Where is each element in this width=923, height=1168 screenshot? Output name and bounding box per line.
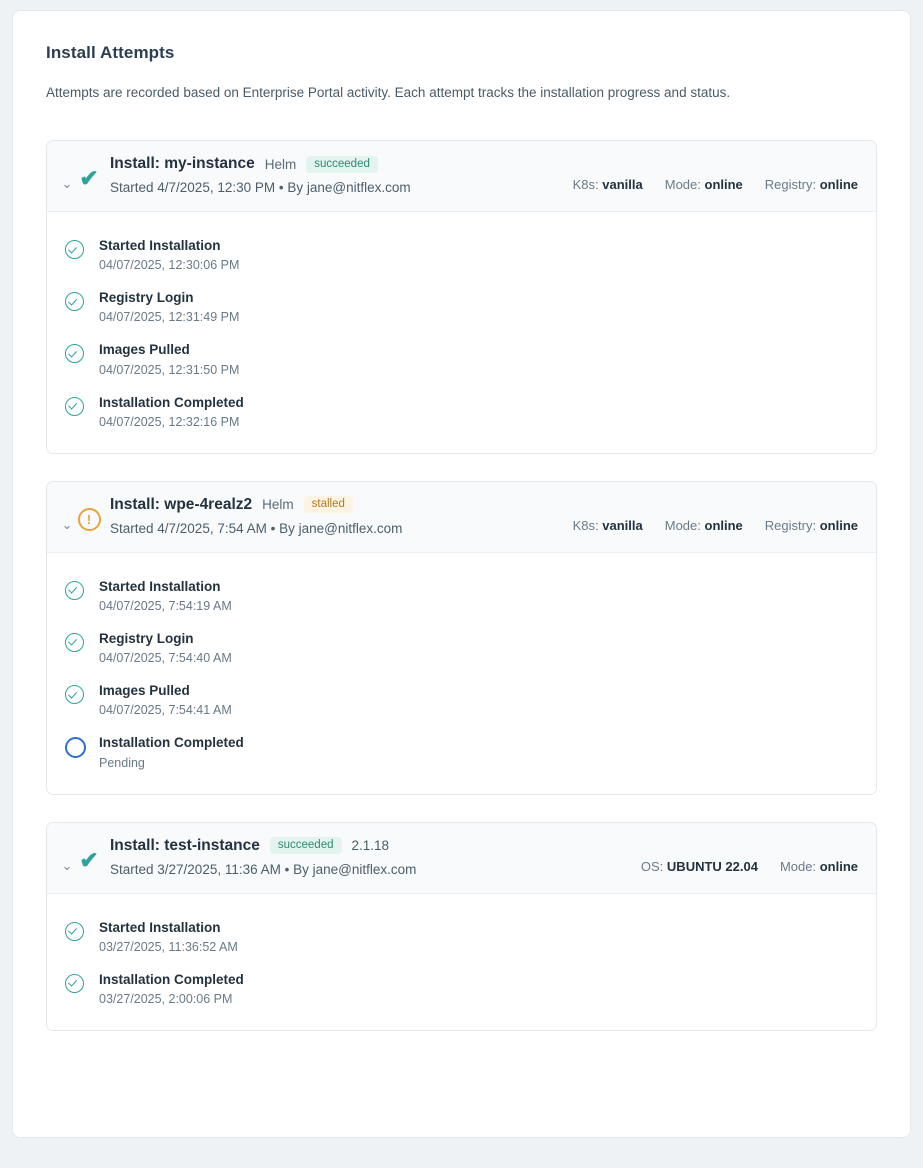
step-body xyxy=(99,631,232,665)
attempt-steps xyxy=(47,553,876,794)
step-timestamp: 04/07/2025, 12:32:16 PM xyxy=(99,414,240,429)
check-glyph: ✔ xyxy=(79,846,99,873)
attempt-meta-value: UBUNTU 22.04 xyxy=(666,858,758,874)
chevron-down-icon[interactable]: ⌄ xyxy=(61,857,73,873)
step-label: Images Pulled xyxy=(99,683,190,699)
step-timestamp: 04/07/2025, 7:54:40 AM xyxy=(99,651,232,666)
step-complete-icon xyxy=(65,395,99,421)
attempt-meta-item xyxy=(780,859,858,874)
step-label: Installation Completed xyxy=(99,394,244,410)
attempt-meta-label: Mode: xyxy=(664,177,701,192)
attempt-meta-label: Mode: xyxy=(664,517,701,533)
check-circle-glyph xyxy=(65,240,84,259)
check-circle-glyph xyxy=(65,974,84,993)
attempt-title: Install: my-instance xyxy=(110,155,255,172)
check-icon xyxy=(75,167,103,191)
step-body xyxy=(99,683,232,717)
step-complete-icon xyxy=(65,238,99,264)
step-row xyxy=(65,920,858,954)
step-body xyxy=(99,579,232,613)
attempt-meta-value: vanilla xyxy=(602,177,643,192)
attempt-title: Install: wpe-4realz2 xyxy=(110,495,253,513)
check-glyph: ✔ xyxy=(79,165,99,191)
attempt-meta-item xyxy=(573,518,643,533)
attempt-subtitle: Started 3/27/2025, 11:36 AM • By jane@nitflex.com xyxy=(110,861,417,877)
step-body xyxy=(99,342,239,376)
step-label: Images Pulled xyxy=(99,342,190,358)
step-label: Installation Completed xyxy=(99,735,244,751)
step-label: Installation Completed xyxy=(99,971,244,987)
warning-glyph: ! xyxy=(78,508,101,531)
step-label: Started Installation xyxy=(99,578,221,594)
attempt-subtitle: Started 4/7/2025, 12:30 PM • By jane@nitflex.com xyxy=(110,180,411,195)
step-label: Started Installation xyxy=(99,238,221,253)
attempt-meta-label: K8s: xyxy=(572,517,599,533)
install-attempts-panel xyxy=(12,10,911,1138)
attempt-meta-value: online xyxy=(819,858,858,874)
attempt-meta-label: OS: xyxy=(640,858,664,874)
attempt-meta-label: Registry: xyxy=(764,177,817,192)
attempt-header[interactable] xyxy=(47,482,876,553)
step-timestamp: 04/07/2025, 12:31:50 PM xyxy=(99,362,240,377)
attempt-meta xyxy=(559,177,858,192)
check-circle-glyph xyxy=(65,685,84,704)
status-badge: succeeded xyxy=(270,837,342,854)
attempt-engine: Helm xyxy=(264,156,297,172)
step-row xyxy=(65,972,858,1006)
attempt-title: Install: test-instance xyxy=(110,836,260,854)
step-pending-icon xyxy=(65,735,99,763)
step-label: Started Installation xyxy=(99,919,221,935)
step-complete-icon xyxy=(65,290,99,316)
step-row xyxy=(65,290,858,324)
step-complete-icon xyxy=(65,683,99,709)
attempt-meta-item xyxy=(665,177,743,192)
step-row xyxy=(65,579,858,613)
step-row xyxy=(65,631,858,665)
step-body xyxy=(99,238,239,272)
step-timestamp: 04/07/2025, 7:54:19 AM xyxy=(99,598,232,613)
attempt-meta-item xyxy=(665,518,743,533)
attempt-meta-item xyxy=(641,859,758,874)
attempt-meta-value: online xyxy=(819,177,858,192)
step-complete-icon xyxy=(65,920,99,946)
attempt-meta-value: online xyxy=(819,517,858,533)
attempt-title-row xyxy=(110,155,559,173)
step-label: Registry Login xyxy=(99,630,194,646)
check-circle-glyph xyxy=(65,344,84,363)
attempt-steps xyxy=(47,894,876,1030)
attempt-header-main xyxy=(103,496,559,536)
attempt-header-main xyxy=(103,837,627,877)
attempt-meta-item xyxy=(573,177,643,192)
step-body xyxy=(99,920,238,954)
step-complete-icon xyxy=(65,579,99,605)
step-complete-icon xyxy=(65,631,99,657)
step-complete-icon xyxy=(65,342,99,368)
attempt-card xyxy=(46,140,877,454)
attempt-card xyxy=(46,822,877,1031)
attempt-card xyxy=(46,481,877,795)
attempt-meta-item xyxy=(765,177,858,192)
step-timestamp: 04/07/2025, 12:30:06 PM xyxy=(99,258,240,273)
warning-icon xyxy=(75,508,103,531)
step-label: Registry Login xyxy=(99,290,194,306)
check-circle-glyph xyxy=(65,292,84,311)
attempt-version: 2.1.18 xyxy=(351,838,390,853)
attempt-meta xyxy=(627,859,858,874)
chevron-down-icon[interactable]: ⌄ xyxy=(61,516,73,532)
check-icon xyxy=(75,846,103,873)
step-row xyxy=(65,342,858,376)
empty-circle-glyph xyxy=(65,737,86,758)
attempt-subtitle: Started 4/7/2025, 7:54 AM • By jane@nitflex.com xyxy=(110,520,403,536)
step-body xyxy=(99,735,244,769)
step-body xyxy=(99,972,244,1006)
attempt-title-row xyxy=(110,496,559,514)
attempt-engine: Helm xyxy=(262,497,294,513)
check-circle-glyph xyxy=(65,922,84,941)
step-timestamp: 03/27/2025, 2:00:06 PM xyxy=(99,991,233,1006)
step-timestamp: 04/07/2025, 7:54:41 AM xyxy=(99,703,232,718)
check-circle-glyph xyxy=(65,633,84,652)
attempt-meta xyxy=(559,518,858,533)
step-row xyxy=(65,238,858,272)
attempt-header-main xyxy=(103,155,559,195)
step-timestamp: 03/27/2025, 11:36:52 AM xyxy=(99,939,238,954)
page-title: Install Attempts xyxy=(46,43,175,62)
page-subtitle: Attempts are recorded based on Enterprise Portal activity. Each attempt tracks the installation progress and status. xyxy=(46,85,731,100)
step-complete-icon xyxy=(65,972,99,998)
step-row xyxy=(65,683,858,717)
attempt-title-row xyxy=(110,837,627,855)
attempts-list xyxy=(33,140,890,1031)
step-body xyxy=(99,290,239,324)
attempt-header[interactable] xyxy=(47,141,876,212)
check-circle-glyph xyxy=(65,581,84,600)
check-circle-glyph xyxy=(65,397,84,416)
attempt-steps xyxy=(47,212,876,453)
step-timestamp: 04/07/2025, 12:31:49 PM xyxy=(99,310,240,325)
status-badge: stalled xyxy=(304,496,353,513)
attempt-meta-value: online xyxy=(704,517,743,533)
attempt-meta-value: online xyxy=(704,177,743,192)
attempt-meta-item xyxy=(765,518,858,533)
step-body xyxy=(99,395,244,429)
step-row xyxy=(65,735,858,769)
step-timestamp: Pending xyxy=(99,755,145,770)
attempt-meta-value: vanilla xyxy=(602,517,643,533)
attempt-meta-label: Mode: xyxy=(779,858,817,874)
chevron-down-icon[interactable]: ⌄ xyxy=(61,176,73,191)
status-badge: succeeded xyxy=(306,156,378,173)
step-row xyxy=(65,395,858,429)
attempt-header[interactable] xyxy=(47,823,876,894)
attempt-meta-label: K8s: xyxy=(572,177,599,192)
attempt-meta-label: Registry: xyxy=(764,517,817,533)
